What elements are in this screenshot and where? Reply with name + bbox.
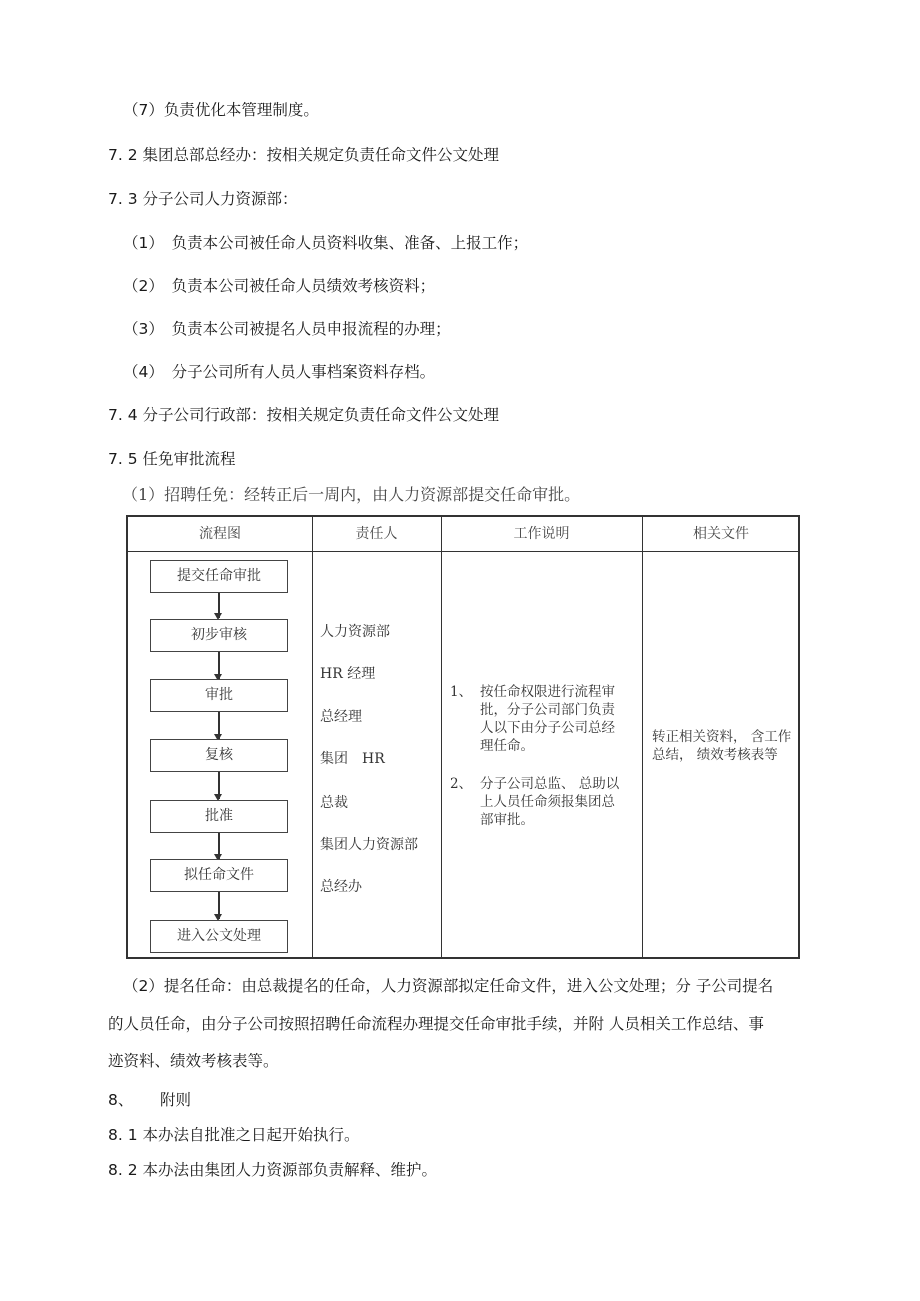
responsible-item: 人力资源部 — [320, 624, 390, 640]
flow-step: 批准 — [150, 800, 288, 833]
section-8-title: 附则 — [160, 1091, 192, 1109]
clause-7-5: 7. 5 任免审批流程 — [108, 450, 236, 468]
flow-step: 审批 — [150, 679, 288, 712]
related-files: 转正相关资料， 含工作总结， 绩效考核表等 — [652, 729, 792, 763]
flow-arrow — [218, 833, 220, 859]
clause-7-2: 7. 2 集团总部总经办：按相关规定负责任命文件公文处理 — [108, 146, 500, 164]
clause-8-2: 8. 2 本办法由集团人力资源部负责解释、维护。 — [108, 1161, 438, 1179]
clause-7-3-item-1: （1） 负责本公司被任命人员资料收集、准备、上报工作； — [123, 234, 529, 252]
clause-7-5-item-2-line-3: 迹资料、绩效考核表等。 — [108, 1052, 279, 1070]
work-item-number: 1、 — [450, 684, 473, 700]
flow-step: 初步审核 — [150, 619, 288, 652]
clause-7-1-item-7: （7）负责优化本管理制度。 — [123, 101, 319, 119]
responsible-item: 总裁 — [320, 795, 348, 811]
flow-step: 进入公文处理 — [150, 920, 288, 953]
clause-7-3: 7. 3 分子公司人力资源部： — [108, 190, 298, 208]
clause-7-5-item-1: （1）招聘任免：经转正后一周内，由人力资源部提交任命审批。 — [122, 485, 581, 504]
flow-step: 提交任命审批 — [150, 560, 288, 593]
responsible-item: 总经办 — [320, 879, 362, 895]
flow-arrow — [218, 772, 220, 799]
flow-arrow — [218, 892, 220, 919]
flow-arrow — [218, 652, 220, 679]
clause-8-1: 8. 1 本办法自批准之日起开始执行。 — [108, 1126, 360, 1144]
header-responsible: 责任人 — [355, 526, 398, 542]
header-flow: 流程图 — [199, 526, 241, 542]
flow-step: 拟任命文件 — [150, 859, 288, 892]
work-item-number: 2、 — [450, 776, 473, 792]
clause-7-4: 7. 4 分子公司行政部：按相关规定负责任命文件公文处理 — [108, 406, 500, 424]
approval-flow-table — [126, 515, 800, 959]
section-8-number: 8、 — [108, 1091, 134, 1109]
work-item-text: 分子公司总监、 总助以上人员任命须报集团总部审批。 — [480, 776, 620, 828]
flow-step: 复核 — [150, 739, 288, 772]
responsible-item: 总经理 — [320, 709, 362, 725]
work-item — [450, 683, 630, 763]
col-divider — [642, 517, 643, 957]
col-divider — [441, 517, 442, 957]
col-divider — [312, 517, 313, 957]
clause-7-3-item-3: （3） 负责本公司被提名人员申报流程的办理； — [123, 320, 451, 338]
header-work: 工作说明 — [513, 526, 570, 542]
responsible-item: 集团 HR — [320, 751, 385, 767]
work-item — [450, 775, 630, 835]
work-item-text: 按任命权限进行流程审批，分子公司部门负责人以下由分子公司总经理任命。 — [480, 684, 615, 754]
flow-arrow — [218, 712, 220, 739]
responsible-item: 集团人力资源部 — [320, 837, 418, 853]
clause-7-5-item-2-line-1: （2）提名任命：由总裁提名的任命，人力资源部拟定任命文件，进入公文处理；分 子公司提名 — [123, 977, 774, 995]
clause-7-5-item-2-line-2: 的人员任命，由分子公司按照招聘任命流程办理提交任命审批手续，并附 人员相关工作总结、事 — [108, 1015, 764, 1033]
header-divider — [128, 551, 798, 552]
clause-7-3-item-4: （4） 分子公司所有人员人事档案资料存档。 — [123, 363, 436, 381]
clause-7-3-item-2: （2） 负责本公司被任命人员绩效考核资料； — [123, 277, 436, 295]
responsible-item: HR 经理 — [320, 666, 376, 682]
header-files: 相关文件 — [693, 526, 749, 542]
flow-arrow — [218, 593, 220, 618]
